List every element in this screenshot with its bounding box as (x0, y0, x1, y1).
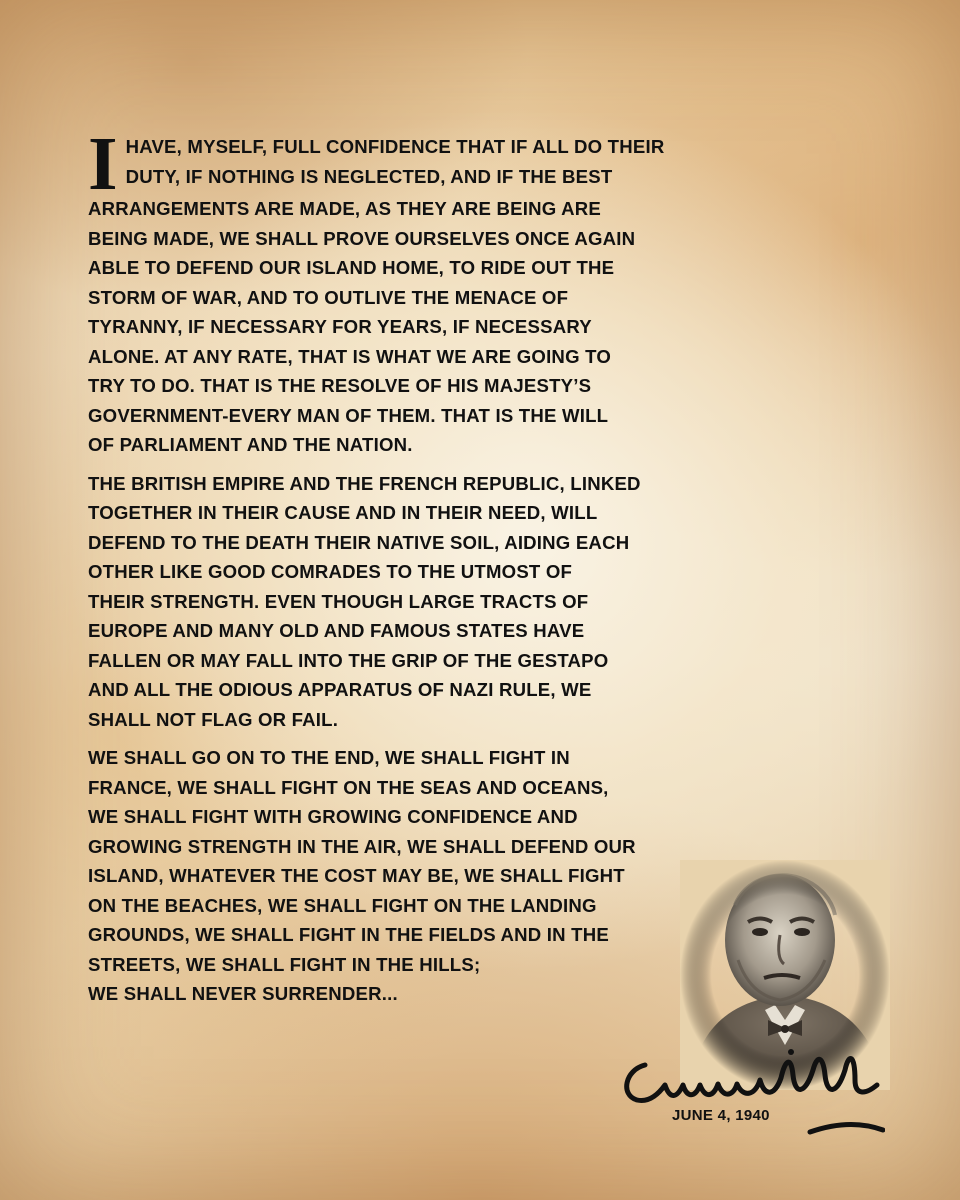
paragraph-2: THE BRITISH EMPIRE AND THE FRENCH REPUBLIC, LINKED TOGETHER IN THEIR CAUSE AND IN THEIR NEED, WILL DEFEND TO THE DEATH THEIR NATIVE SOIL, AIDING EACH OTHER LIKE GOOD COMRADES TO THE UTMOST OF THEIR STRENGTH. EVEN THOUGH LARGE TRACTS OF EUROPE AND MANY OLD AND FAMOUS STATES HAVE FALLEN OR MAY FALL INTO THE GRIP OF THE GESTAPO AND ALL THE ODIOUS APPARATUS OF NAZI RULE, WE SHALL NOT FLAG OR FAIL. (88, 472, 641, 730)
drop-cap: I (88, 122, 118, 206)
speech-date: JUNE 4, 1940 (672, 1107, 770, 1124)
paragraph-3: WE SHALL GO ON TO THE END, WE SHALL FIGHT IN FRANCE, WE SHALL FIGHT ON THE SEAS AND OCEANS, WE SHALL FIGHT WITH GROWING CONFIDENCE AND GROWING STRENGTH IN THE AIR, WE SHALL DEFEND OUR ISLAND, WHATEVER THE COST MAY BE, WE SHALL FIGHT ON THE BEACHES, WE SHALL FIGHT ON THE LANDING GROUNDS, WE SHALL FIGHT IN THE FIELDS AND IN THE STREETS, WE SHALL FIGHT IN THE HILLS; WE SHALL NEVER SURRENDER... (88, 747, 636, 1004)
paragraph-1-opening: HAVE, MYSELF, FULL CONFIDENCE THAT IF ALL DO THEIR DUTY, IF NOTHING IS NEGLECTED, AND IF THE BEST (125, 136, 665, 187)
speech-text (88, 122, 728, 1009)
signature (615, 1040, 885, 1140)
paragraph-1-continued: ARRANGEMENTS ARE MADE, AS THEY ARE BEING ARE BEING MADE, WE SHALL PROVE OURSELVES ONCE AGAIN ABLE TO DEFEND OUR ISLAND HOME, TO RIDE OUT THE STORM OF WAR, AND TO OUTLIVE THE MENACE OF TYRANNY, IF NECESSARY FOR YEARS, IF NECESSARY ALONE. AT ANY RATE, THAT IS WHAT WE ARE GOING TO TRY TO DO. THAT IS THE RESOLVE OF HIS MAJESTY’S GOVERNMENT-EVERY MAN OF THEM. THAT IS THE WILL OF PARLIAMENT AND THE NATION. (88, 198, 636, 455)
first-paragraph-opening (88, 122, 728, 206)
signature-drawing (615, 1040, 885, 1140)
